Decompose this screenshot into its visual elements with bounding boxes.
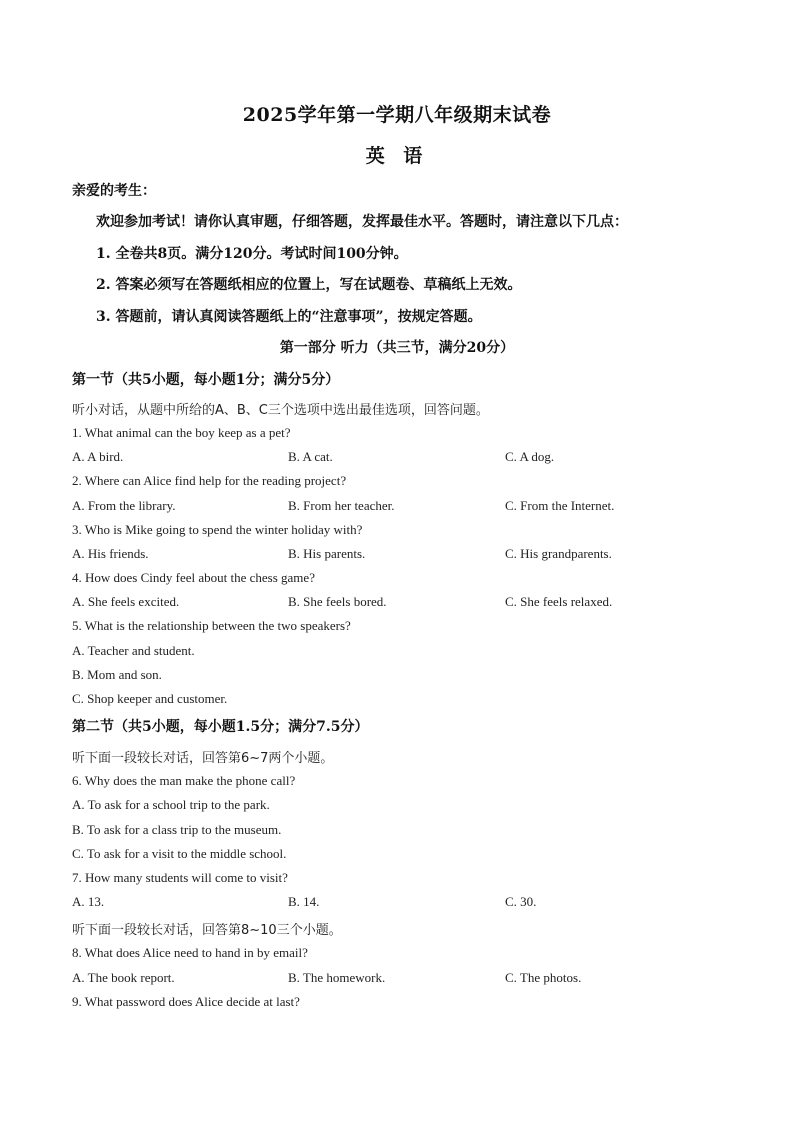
question-9: 9. What password does Alice decide at last? xyxy=(72,994,300,1009)
option-2a: A. From the library. xyxy=(72,498,176,513)
part-1-heading: 第一部分 听力（共三节，满分20分） xyxy=(279,340,515,356)
option-6c: C. To ask for a visit to the middle school. xyxy=(72,846,287,861)
greeting: 亲爱的考生： xyxy=(72,183,156,199)
section-1-direction: 听小对话，从题中所给的A、B、C三个选项中选出最佳选项，回答问题。 xyxy=(72,403,489,418)
question-1: 1. What animal can the boy keep as a pet? xyxy=(72,425,291,440)
section-2-direction-1: 听下面一段较长对话，回答第6~7两个小题。 xyxy=(72,751,334,766)
option-8c: C. The photos. xyxy=(505,970,582,985)
rule-1: 1. 全卷共8页。满分120分。考试时间100分钟。 xyxy=(96,246,408,262)
option-2b: B. From her teacher. xyxy=(288,498,395,513)
option-1c: C. A dog. xyxy=(505,449,555,464)
section-1-heading: 第一节（共5小题，每小题1分；满分5分） xyxy=(72,372,340,388)
option-8a: A. The book report. xyxy=(72,970,175,985)
option-5b: B. Mom and son. xyxy=(72,667,162,682)
subject-title: 英 语 xyxy=(365,145,429,167)
option-5c: C. Shop keeper and customer. xyxy=(72,691,228,706)
option-1b: B. A cat. xyxy=(288,449,333,464)
question-6: 6. Why does the man make the phone call? xyxy=(72,773,296,788)
question-8: 8. What does Alice need to hand in by email? xyxy=(72,945,308,960)
option-1a: A. A bird. xyxy=(72,449,124,464)
option-3c: C. His grandparents. xyxy=(505,546,612,561)
question-4: 4. How does Cindy feel about the chess game? xyxy=(72,570,315,585)
option-7a: A. 13. xyxy=(72,894,105,909)
option-6a: A. To ask for a school trip to the park. xyxy=(72,797,270,812)
option-8b: B. The homework. xyxy=(288,970,386,985)
question-7: 7. How many students will come to visit? xyxy=(72,870,288,885)
option-3a: A. His friends. xyxy=(72,546,149,561)
rule-3: 3. 答题前，请认真阅读答题纸上的“注意事项”，按规定答题。 xyxy=(96,309,482,325)
option-7c: C. 30. xyxy=(505,894,537,909)
exam-title: 2025学年第一学期八年级期末试卷 xyxy=(242,104,552,126)
question-3: 3. Who is Mike going to spend the winter holiday with? xyxy=(72,522,363,537)
section-2-direction-2: 听下面一段较长对话，回答第8~10三个小题。 xyxy=(72,923,342,938)
option-2c: C. From the Internet. xyxy=(505,498,615,513)
question-2: 2. Where can Alice find help for the reading project? xyxy=(72,473,347,488)
option-4a: A. She feels excited. xyxy=(72,594,180,609)
welcome-text: 欢迎参加考试！请你认真审题，仔细答题，发挥最佳水平。答题时，请注意以下几点： xyxy=(96,214,628,230)
option-7b: B. 14. xyxy=(288,894,320,909)
option-4b: B. She feels bored. xyxy=(288,594,387,609)
option-4c: C. She feels relaxed. xyxy=(505,594,613,609)
option-3b: B. His parents. xyxy=(288,546,366,561)
option-5a: A. Teacher and student. xyxy=(72,643,195,658)
rule-2: 2. 答案必须写在答题纸相应的位置上，写在试题卷、草稿纸上无效。 xyxy=(96,277,522,293)
question-5: 5. What is the relationship between the two speakers? xyxy=(72,618,351,633)
option-6b: B. To ask for a class trip to the museum. xyxy=(72,822,282,837)
section-2-heading: 第二节（共5小题，每小题1.5分；满分7.5分） xyxy=(72,719,369,735)
